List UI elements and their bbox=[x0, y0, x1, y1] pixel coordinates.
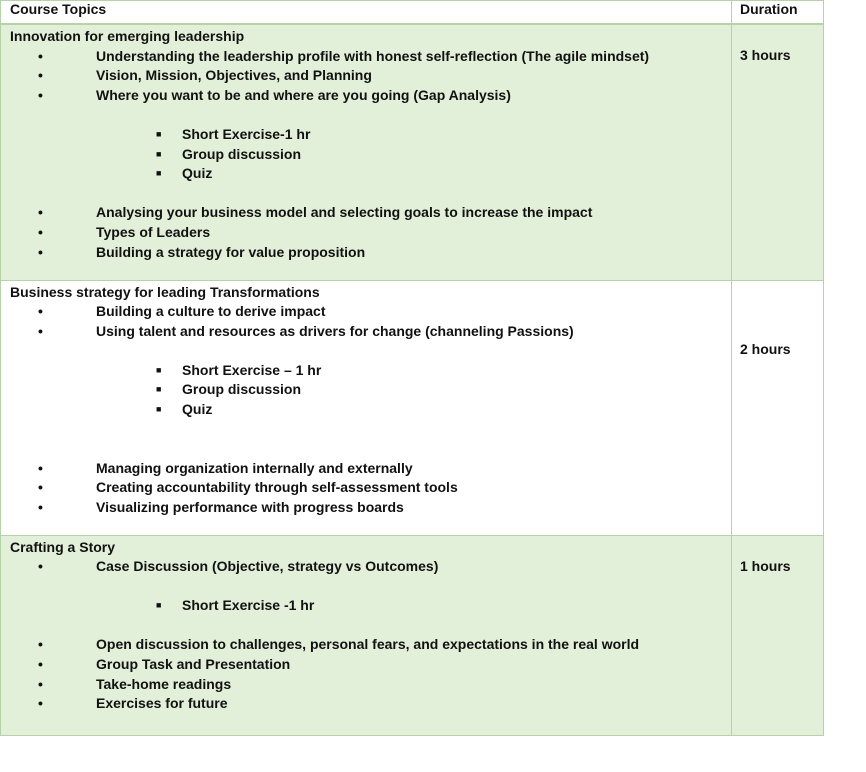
module-title: Business strategy for leading Transformations bbox=[10, 283, 320, 300]
bullet-icon: • bbox=[38, 67, 43, 84]
bullet-icon: • bbox=[38, 303, 43, 320]
list-item: • Understanding the leadership profile with honest self-reflection (The agile mindset) bbox=[10, 47, 731, 67]
activity-item: ■ Group discussion bbox=[10, 145, 731, 165]
bullet-icon: • bbox=[38, 558, 43, 575]
bullet-icon: • bbox=[38, 47, 43, 64]
list-item: • Group Task and Presentation bbox=[10, 655, 731, 675]
square-bullet-icon: ■ bbox=[156, 600, 162, 611]
square-bullet-icon: ■ bbox=[156, 404, 162, 415]
list-item: • Building a strategy for value proposition bbox=[10, 243, 731, 263]
module-duration: 1 hours bbox=[740, 557, 791, 574]
activity-item: ■ Quiz bbox=[10, 164, 731, 184]
list-item: • Using talent and resources as drivers for change (channeling Passions) bbox=[10, 322, 731, 342]
bullet-icon: • bbox=[38, 86, 43, 103]
bullet-icon: • bbox=[38, 479, 43, 496]
list-item: • Analysing your business model and selecting goals to increase the impact bbox=[10, 203, 731, 223]
list-item: • Visualizing performance with progress boards bbox=[10, 498, 731, 518]
activity-item: ■ Quiz bbox=[10, 400, 731, 420]
bullet-icon: • bbox=[38, 695, 43, 712]
square-bullet-icon: ■ bbox=[156, 168, 162, 179]
module-title: Innovation for emerging leadership bbox=[10, 28, 245, 44]
bullet-icon: • bbox=[38, 459, 43, 476]
activity-item: ■ Group discussion bbox=[10, 380, 731, 400]
header-row bbox=[1, 1, 824, 25]
bullet-icon: • bbox=[38, 322, 43, 339]
module-duration-cell bbox=[732, 24, 824, 280]
square-bullet-icon: ■ bbox=[156, 148, 162, 159]
list-item: • Open discussion to challenges, personal fears, and expectations in the real world bbox=[10, 635, 731, 655]
module-duration: 2 hours bbox=[740, 340, 791, 357]
list-item: • Building a culture to derive impact bbox=[10, 302, 731, 322]
module-row-3 bbox=[1, 535, 824, 735]
module-title: Crafting a Story bbox=[10, 538, 116, 555]
bullet-icon: • bbox=[38, 243, 43, 260]
module-topics-cell bbox=[1, 24, 732, 280]
list-item: • Where you want to be and where are you going (Gap Analysis) bbox=[10, 86, 731, 106]
module-topics-cell bbox=[1, 535, 732, 735]
activity-item: ■ Short Exercise-1 hr bbox=[10, 125, 731, 145]
list-item: • Managing organization internally and externally bbox=[10, 459, 731, 479]
module-topics-cell bbox=[1, 280, 732, 535]
activity-item: ■ Short Exercise – 1 hr bbox=[10, 361, 731, 381]
module-duration: 3 hours bbox=[740, 47, 791, 63]
module-duration-cell bbox=[732, 535, 824, 735]
list-item: • Vision, Mission, Objectives, and Planning bbox=[10, 66, 731, 86]
module-row-1 bbox=[1, 24, 824, 280]
bullet-icon: • bbox=[38, 223, 43, 240]
square-bullet-icon: ■ bbox=[156, 364, 162, 375]
list-item: • Creating accountability through self-assessment tools bbox=[10, 478, 731, 498]
bullet-icon: • bbox=[38, 499, 43, 516]
course-topics-header: Course Topics bbox=[1, 1, 732, 25]
square-bullet-icon: ■ bbox=[156, 384, 162, 395]
module-duration-cell bbox=[732, 280, 824, 535]
module-row-2 bbox=[1, 280, 824, 535]
square-bullet-icon: ■ bbox=[156, 128, 162, 139]
bullet-icon: • bbox=[38, 204, 43, 221]
bullet-icon: • bbox=[38, 656, 43, 673]
list-item: • Take-home readings bbox=[10, 675, 731, 695]
duration-header: Duration bbox=[732, 1, 824, 25]
bullet-icon: • bbox=[38, 636, 43, 653]
list-item: • Case Discussion (Objective, strategy vs Outcomes) bbox=[10, 557, 731, 577]
list-item: • Types of Leaders bbox=[10, 223, 731, 243]
activity-item: ■ Short Exercise -1 hr bbox=[10, 596, 731, 616]
list-item: • Exercises for future bbox=[10, 694, 731, 714]
bullet-icon: • bbox=[38, 675, 43, 692]
